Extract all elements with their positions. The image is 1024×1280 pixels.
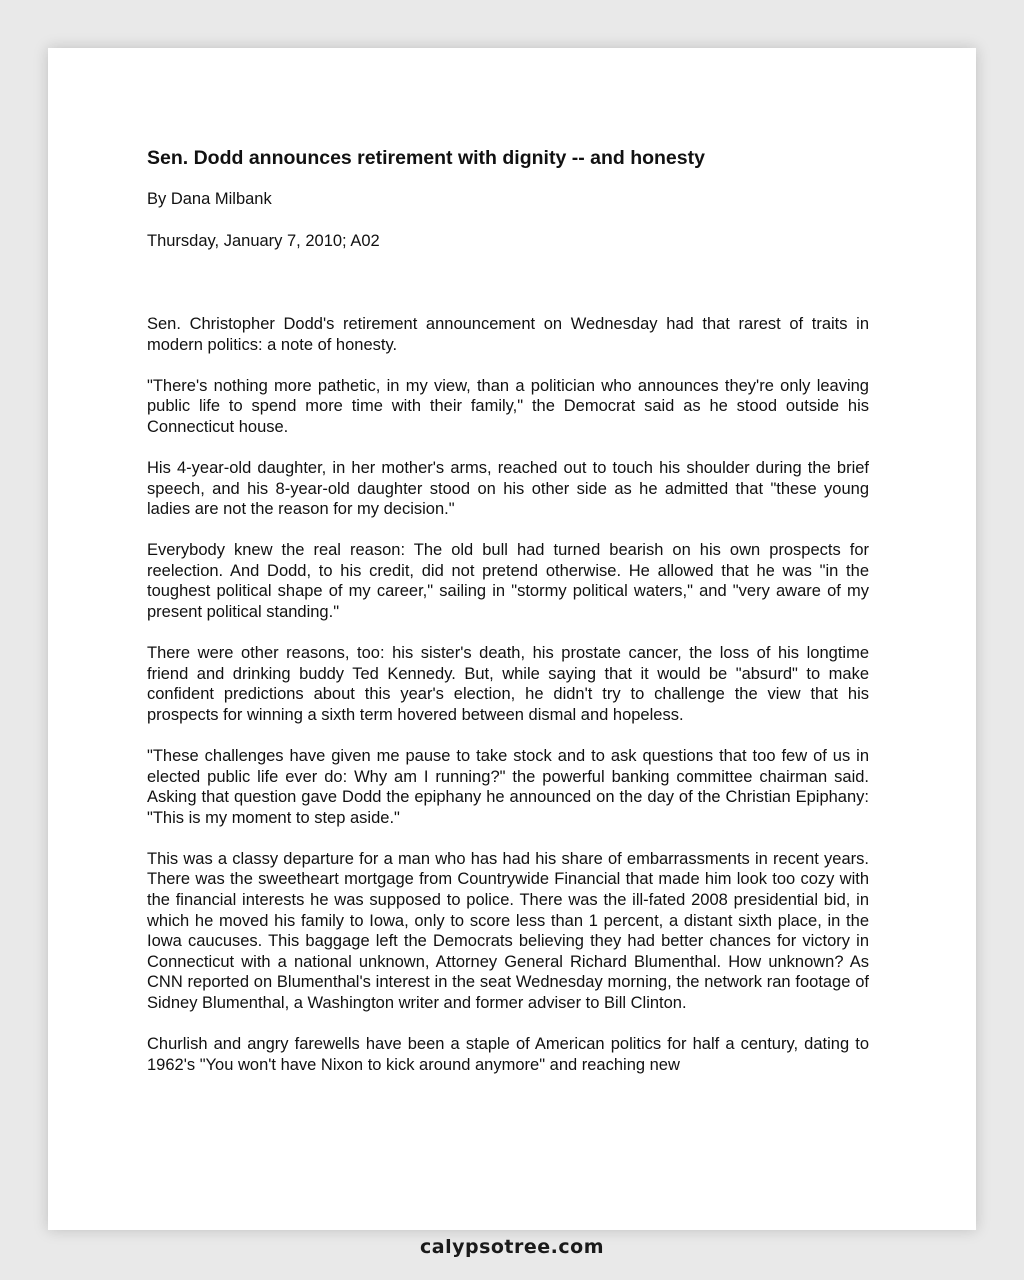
article-title: Sen. Dodd announces retirement with dignity -- and honesty (147, 147, 705, 169)
document-page (48, 48, 976, 1230)
article-paragraph: There were other reasons, too: his sister's death, his prostate cancer, the loss of his longtime friend and drinking buddy Ted Kennedy. But, while saying that it would be "absurd" to make confident predictions about this year's election, he didn't try to challenge the view that his prospects for winning a sixth term hovered between dismal and hopeless. (147, 644, 869, 724)
site-watermark: calypsotree.com (419, 1236, 604, 1258)
article-paragraph: Sen. Christopher Dodd's retirement announcement on Wednesday had that rarest of traits in modern politics: a note of honesty. (147, 315, 869, 354)
article-body (147, 314, 869, 1075)
article-dateline: Thursday, January 7, 2010; A02 (147, 231, 380, 250)
article-byline: By Dana Milbank (147, 190, 272, 208)
article-paragraph: This was a classy departure for a man who has had his share of embarrassments in recent years. There was the sweetheart mortgage from Countrywide Financial that made him look too cozy with the financial interests he was supposed to police. There was the ill-fated 2008 presidential bid, in which he moved his family to Iowa, only to score less than 1 percent, a distant sixth place, in the Iowa caucuses. This baggage left the Democrats believing they had better chances for victory in Connecticut with a national unknown, Attorney General Richard Blumenthal. How unknown? As CNN reported on Blumenthal's interest in the seat Wednesday morning, the network ran footage of Sidney Blumenthal, a Washington writer and former adviser to Bill Clinton. (147, 849, 869, 1013)
document-content (147, 146, 869, 1096)
article-paragraph: "There's nothing more pathetic, in my view, than a politician who announces they're only leaving public life to spend more time with their family," the Democrat said as he stood outside his Connecticut house. (147, 376, 869, 436)
article-paragraph: His 4-year-old daughter, in her mother's arms, reached out to touch his shoulder during the brief speech, and his 8-year-old daughter stood on his other side as he admitted that "these young ladies are not the reason for my decision." (147, 458, 869, 519)
article-paragraph: Churlish and angry farewells have been a staple of American politics for half a century, dating to 1962's "You won't have Nixon to kick around anymore" and reaching new (147, 1035, 869, 1074)
article-paragraph: Everybody knew the real reason: The old bull had turned bearish on his own prospects for reelection. And Dodd, to his credit, did not pretend otherwise. He allowed that he was "in the toughest political shape of my career," sailing in "stormy political waters," and "very aware of my present political standing." (147, 541, 869, 622)
article-paragraph: "These challenges have given me pause to take stock and to ask questions that too few of us in elected public life ever do: Why am I running?" the powerful banking committee chairman said. Asking that question gave Dodd the epiphany he announced on the day of the Christian Epiphany: "This is my moment to step aside." (147, 747, 869, 827)
